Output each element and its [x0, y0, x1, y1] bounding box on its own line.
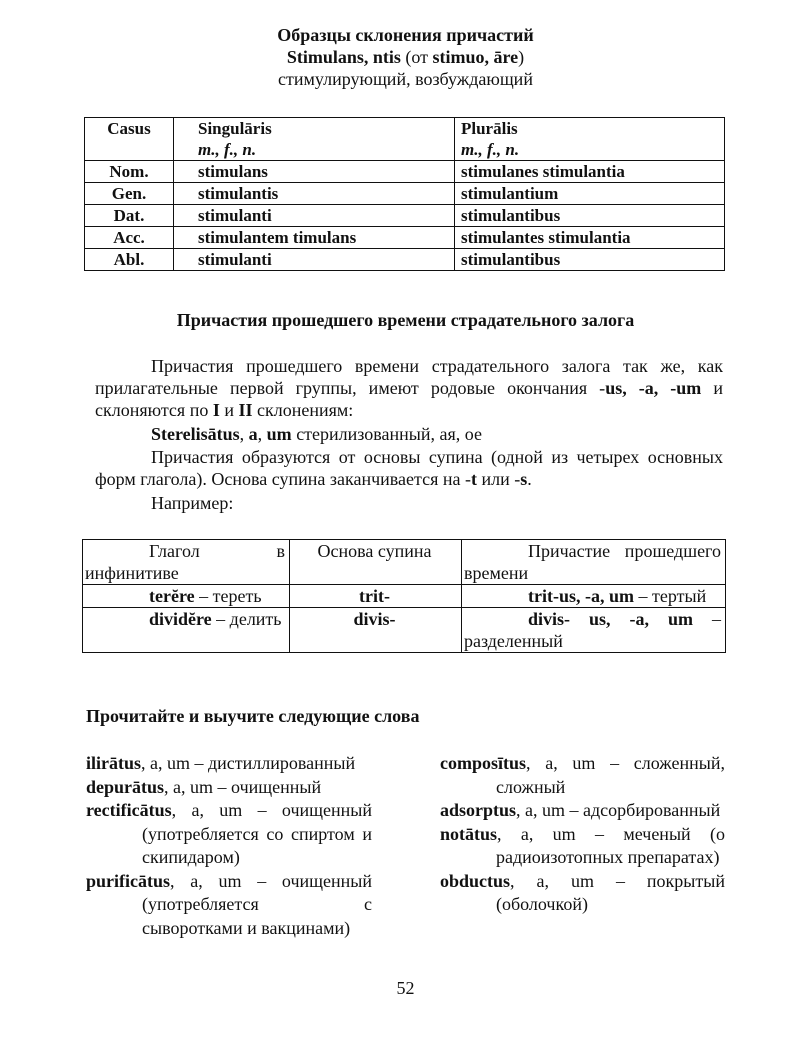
vocab-forms: , a, um — [516, 800, 566, 820]
header-casus-label: Casus — [107, 119, 151, 138]
header-supine-stem: Основа супина — [290, 540, 462, 585]
case-cell: Abl. — [85, 249, 174, 271]
vocab-gloss: – меченый (о радиоизотопных препаратах) — [496, 823, 725, 867]
paragraph-example — [95, 423, 723, 445]
vocab-word: notātus — [440, 823, 498, 844]
verb-translation: – делить — [211, 609, 282, 629]
singular-cell: stimulantis — [174, 183, 455, 205]
p3-s: s — [520, 469, 528, 489]
verb-table — [82, 539, 726, 653]
p1-numeral-2: II — [238, 400, 253, 420]
p3-end: . — [527, 469, 532, 489]
header-plural-genders: m., f., n. — [461, 140, 520, 159]
paragraph-intro — [95, 355, 723, 421]
list-item — [86, 776, 372, 800]
declension-header-row — [85, 118, 725, 161]
title-verb: stimuo, āre — [432, 47, 519, 67]
title-block — [0, 24, 811, 90]
table-row — [85, 183, 725, 205]
table-row — [85, 205, 725, 227]
p2-a: a — [248, 424, 258, 444]
vocab-gloss: – дистиллированный — [190, 753, 356, 773]
vocabulary-heading: Прочитайте и выучите следующие слова — [86, 706, 420, 726]
case-cell: Gen. — [85, 183, 174, 205]
verb-cell — [83, 585, 290, 608]
case-cell: Acc. — [85, 227, 174, 249]
list-item — [440, 823, 725, 870]
verb-word: dividĕre — [149, 609, 212, 629]
stem-text: divis- — [353, 609, 396, 629]
plural-cell: stimulantium — [455, 183, 725, 205]
stem-text: trit- — [359, 586, 390, 606]
title-latin-line — [0, 46, 811, 68]
list-item — [440, 752, 725, 799]
list-item — [86, 870, 372, 941]
verb-translation: – тереть — [194, 586, 262, 606]
header-plural — [455, 118, 725, 161]
vocab-forms: , a, um — [141, 753, 191, 773]
participle-cell — [462, 585, 726, 608]
header-singular-genders: m., f., n. — [198, 140, 257, 159]
p1-sep1: , - — [622, 378, 645, 398]
vocab-forms: , a, um — [526, 753, 596, 773]
participle-translation: – тертый — [634, 586, 707, 606]
vocab-word: obductus — [440, 870, 511, 891]
stem-cell — [290, 608, 462, 653]
vocab-forms: , a, um — [170, 870, 242, 891]
table-row — [83, 608, 726, 653]
list-item — [86, 799, 372, 870]
declension-table — [84, 117, 725, 271]
singular-cell: stimulantem timulans — [174, 227, 455, 249]
vocab-forms: , a, um — [497, 823, 576, 844]
participle-cell — [462, 608, 726, 653]
vocab-word: purificātus — [86, 870, 171, 891]
page-number: 52 — [396, 978, 415, 998]
p1-sep2: , - — [653, 378, 677, 398]
table-row — [85, 249, 725, 271]
title-paren-close: ) — [518, 47, 525, 67]
plural-cell: stimulanes stimulantia — [455, 161, 725, 183]
p1-ending-a: a — [644, 378, 654, 398]
title-latin-word: Stimulans, ntis — [286, 47, 401, 67]
vocab-word: depurātus — [86, 776, 165, 797]
case-cell: Dat. — [85, 205, 174, 227]
participle-translation: – разделенный — [464, 609, 722, 651]
list-item — [440, 870, 725, 917]
vocab-forms: , a, um — [510, 870, 594, 891]
vocab-gloss: – сложенный, сложный — [496, 753, 725, 797]
p2-um: um — [266, 424, 292, 444]
table-row — [83, 585, 726, 608]
verb-word: terĕre — [149, 586, 195, 606]
vocab-gloss: – очищенный — [213, 776, 322, 797]
p1-numeral-1: I — [212, 400, 220, 420]
plural-cell: stimulantibus — [455, 249, 725, 271]
vocab-forms: , a, um — [171, 800, 243, 820]
p3-or: или - — [477, 469, 521, 489]
p1-ending-um: um — [676, 378, 702, 398]
participle-forms: divis- us, -a, um — [528, 609, 694, 629]
table-row — [85, 161, 725, 183]
singular-cell: stimulans — [174, 161, 455, 183]
stem-cell — [290, 585, 462, 608]
header-plural-label: Plurālis — [461, 119, 518, 138]
header-singular — [174, 118, 455, 161]
vocab-word: adsorptus — [440, 800, 517, 820]
vocab-word: composītus — [440, 753, 527, 773]
participle-forms: trit-us, -a, um — [528, 586, 634, 606]
page-title: Образцы склонения причастий — [277, 25, 534, 45]
vocab-forms: , a, um — [164, 776, 214, 797]
p2-rest: стерилизованный, ая, ое — [291, 424, 483, 444]
section-heading: Причастия прошедшего времени страдательного залога — [176, 310, 635, 330]
case-cell: Nom. — [85, 161, 174, 183]
vocab-word: rectificātus — [86, 800, 172, 820]
list-item — [86, 752, 372, 776]
table-row — [85, 227, 725, 249]
vocabulary-right-column — [440, 752, 725, 917]
vocab-gloss: – очищенный (употребляется с сыворотками и вакцинами) — [142, 870, 372, 938]
verb-table-header-row — [83, 540, 726, 585]
header-singular-label: Singulāris — [198, 119, 272, 138]
singular-cell: stimulanti — [174, 249, 455, 271]
p1-mid: и склоняются по — [95, 378, 723, 420]
vocab-gloss: – очищенный (употребляется со спиртом и скипидаром) — [142, 800, 372, 867]
p3-text: Причастия образуются от основы супина (одной из четырех основных форм глагола). Основа супина заканчивается на - — [95, 447, 723, 489]
header-participle: Причастие прошедшего времени — [462, 540, 726, 585]
paragraph-for-example: Например: — [151, 493, 234, 513]
list-item — [440, 799, 725, 823]
p1-and: и — [219, 400, 239, 420]
p2-sep1: , — [239, 424, 249, 444]
vocab-gloss: – адсорбированный — [565, 800, 721, 820]
p1-text: Причастия прошедшего времени страдательного залога так же, как прилагательные первой группы, имеют родовые окончания - — [95, 356, 723, 398]
p3-t: t — [471, 469, 477, 489]
title-translation: стимулирующий, возбуждающий — [278, 69, 533, 89]
p1-end: склонениям: — [252, 400, 354, 420]
title-paren-open: (от — [400, 47, 433, 67]
vocab-gloss: – покрытый (оболочкой) — [496, 870, 725, 914]
p2-sep2: , — [257, 424, 267, 444]
vocab-word: ilirātus — [86, 753, 142, 773]
plural-cell: stimulantes stimulantia — [455, 227, 725, 249]
vocabulary-left-column — [86, 752, 372, 940]
verb-cell — [83, 608, 290, 653]
header-infinitive: Глагол в инфинитиве — [83, 540, 290, 585]
paragraph-formation — [95, 446, 723, 490]
p2-word: Sterelisātus — [151, 424, 240, 444]
singular-cell: stimulanti — [174, 205, 455, 227]
plural-cell: stimulantibus — [455, 205, 725, 227]
header-casus — [85, 118, 174, 161]
p1-ending-us: us — [605, 378, 623, 398]
